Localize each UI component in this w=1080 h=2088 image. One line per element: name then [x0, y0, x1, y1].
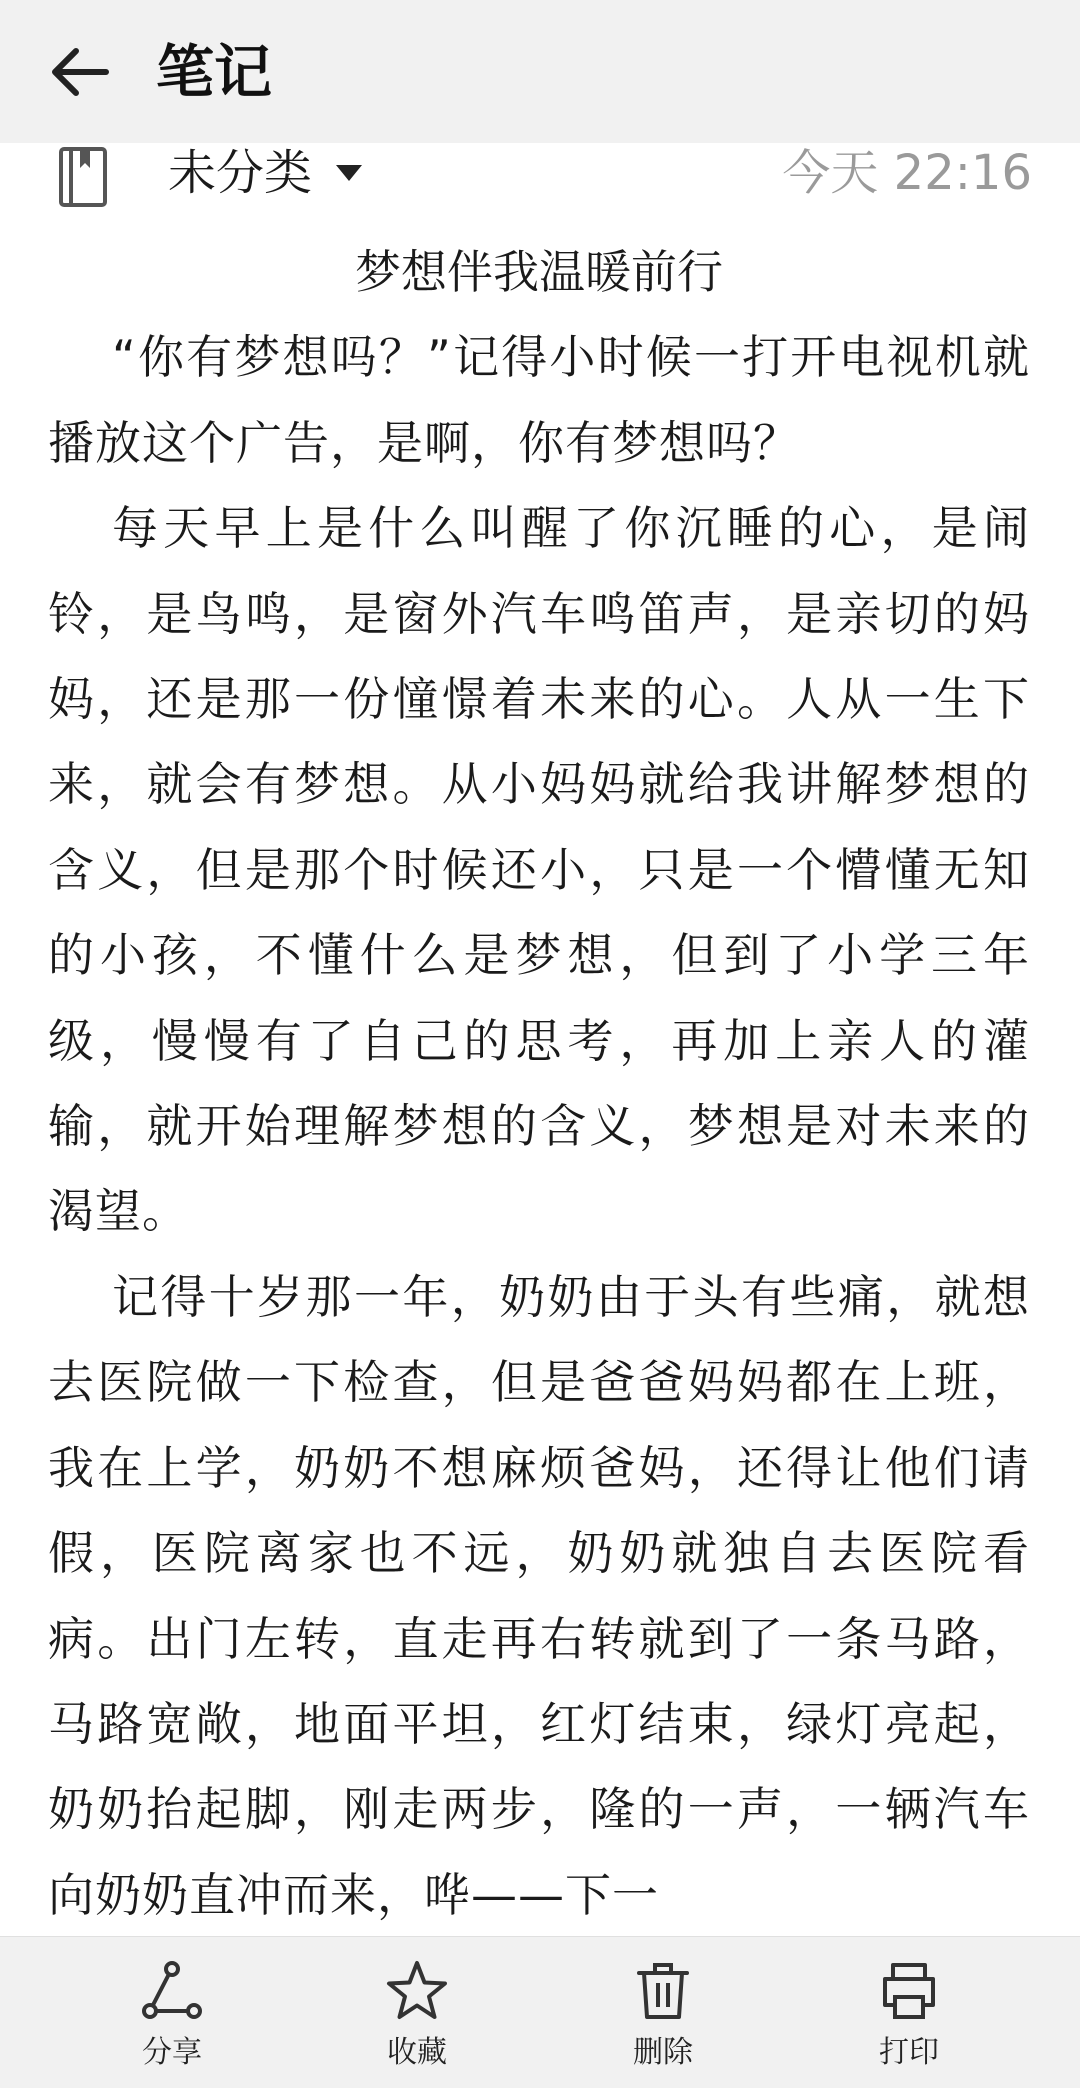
print-button[interactable]	[809, 1959, 1009, 2071]
note-paragraph: 记得十岁那一年，奶奶由于头有些痛，就想去医院做一下检查，但是爸爸妈妈都在上班，我在上学，奶奶不想麻烦爸妈，还得让他们请假，医院离家也不远，奶奶就独自去医院看病。出门左转，直走再右转就到了一条马路，马路宽敞，地面平坦，红灯结束，绿灯亮起，奶奶抬起脚，刚走两步，隆的一声，一辆汽车向奶奶直冲而来，哗——下一	[48, 1269, 1030, 1922]
favorite-label: 收藏	[387, 2035, 447, 2070]
note-timestamp: 今天 22:16	[782, 145, 1032, 201]
back-button[interactable]	[44, 36, 116, 108]
bottom-toolbar	[0, 1936, 1080, 2088]
delete-label: 删除	[633, 2035, 693, 2070]
note-title: 梦想伴我温暖前行	[355, 245, 723, 299]
delete-button[interactable]	[563, 1959, 763, 2071]
note-paragraph: “你有梦想吗？”记得小时候一打开电视机就播放这个广告，是啊，你有梦想吗？	[48, 330, 1030, 470]
notebook-icon	[58, 146, 108, 208]
favorite-button[interactable]	[317, 1959, 517, 2071]
share-button[interactable]	[72, 1959, 272, 2071]
trash-icon	[631, 1959, 695, 2023]
arrow-left-icon	[44, 36, 116, 108]
category-selector[interactable]	[168, 143, 364, 203]
top-app-bar	[0, 0, 1080, 143]
category-label: 未分类	[168, 145, 313, 201]
star-icon	[385, 1959, 449, 2023]
page-title: 笔记	[156, 38, 273, 106]
caret-down-icon	[334, 163, 364, 183]
note-paragraph: 每天早上是什么叫醒了你沉睡的心，是闹铃，是鸟鸣，是窗外汽车鸣笛声，是亲切的妈妈，还是那一份憧憬着未来的心。人从一生下来，就会有梦想。从小妈妈就给我讲解梦想的含义，但是那个时候还小，只是一个懵懂无知的小孩，不懂什么是梦想，但到了小学三年级，慢慢有了自己的思考，再加上亲人的灌输，就开始理解梦想的含义，梦想是对未来的渴望。	[48, 501, 1030, 1239]
note-content[interactable]	[48, 230, 1030, 1936]
print-label: 打印	[879, 2035, 939, 2070]
share-label: 分享	[142, 2035, 202, 2070]
share-icon	[140, 1959, 204, 2023]
printer-icon	[877, 1959, 941, 2023]
